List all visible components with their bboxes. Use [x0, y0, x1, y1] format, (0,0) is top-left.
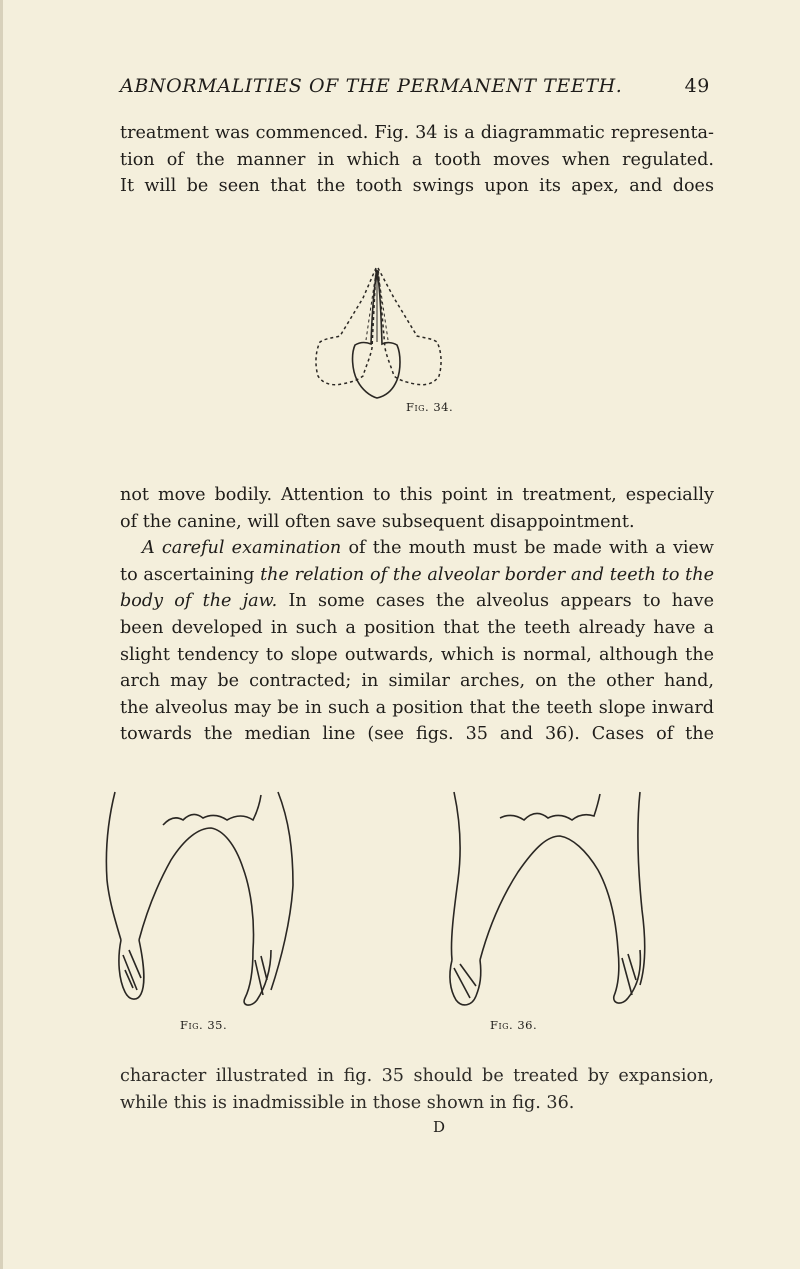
italic-phrase: A careful examination: [142, 538, 342, 559]
text-line: [120, 562, 714, 589]
text-line: been developed in such a position that the teeth already have a: [120, 617, 714, 638]
italic-phrase: the relation of the alveolar border and teeth to the: [260, 564, 714, 585]
text-line: tion of the manner in which a tooth moves when regulated.: [120, 149, 714, 170]
figure-34-tooth-diagram: [300, 258, 460, 418]
paragraph-examination: [120, 482, 714, 748]
paragraph-intro: [120, 120, 714, 200]
signature-mark: D: [433, 1118, 446, 1136]
text-line: treatment was commenced. Fig. 34 is a diagrammatic representa-: [120, 123, 714, 143]
text-line: not move bodily. Attention to this point in treatment, especially: [120, 485, 714, 505]
running-header: [120, 75, 710, 105]
figure-35-arch-diagram: [103, 790, 313, 1010]
running-title: ABNORMALITIES OF THE PERMANENT TEETH.: [120, 75, 623, 97]
text-line: slight tendency to slope outwards, which is normal, although the: [120, 644, 714, 665]
text-run: In some cases the alveolus appears to have: [277, 591, 714, 612]
text-line: [120, 588, 714, 615]
page-number: 49: [684, 75, 710, 97]
text-run: to ascertaining: [120, 564, 261, 585]
figure-36-caption: Fig. 36.: [490, 1018, 538, 1032]
text-line: while this is inadmissible in those shown in fig. 36.: [120, 1092, 575, 1113]
figure-35-caption: Fig. 35.: [180, 1018, 228, 1032]
text-line: towards the median line (see figs. 35 and 36). Cases of the: [120, 724, 714, 745]
text-line: arch may be contracted; in similar arches, on the other hand,: [120, 671, 714, 692]
figure-34-caption: Fig. 34.: [406, 400, 454, 414]
page-edge-shadow: [0, 0, 3, 1269]
text-line: of the canine, will often save subsequent disappointment.: [120, 511, 635, 532]
figure-36-arch-diagram: [440, 790, 660, 1010]
text-line: character illustrated in fig. 35 should be treated by expansion,: [120, 1066, 714, 1086]
text-line: [120, 535, 714, 562]
paragraph-conclusion: [120, 1063, 714, 1116]
text-line: the alveolus may be in such a position that the teeth slope inward: [120, 697, 714, 718]
text-run: of the mouth must be made with a view: [341, 538, 714, 559]
text-line: It will be seen that the tooth swings upon its apex, and does: [120, 176, 714, 197]
italic-phrase: body of the jaw.: [120, 591, 278, 612]
